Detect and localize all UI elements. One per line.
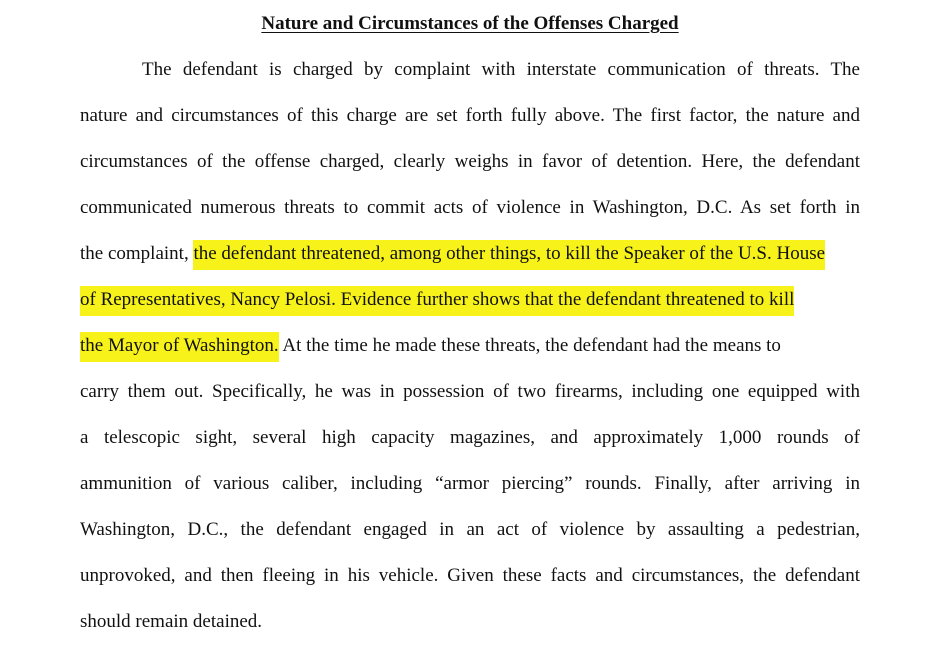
paragraph-line: nature and circumstances of this charge are set forth fully above. The first factor, the nature and	[80, 105, 860, 126]
section-heading: Nature and Circumstances of the Offenses Charged	[261, 13, 679, 34]
paragraph-line: the complaint, the defendant threatened, among other things, to kill the Speaker of the U.S. House	[80, 241, 860, 267]
paragraph-line: Washington, D.C., the defendant engaged in an act of violence by assaulting a pedestrian,	[80, 519, 860, 540]
highlighted-text: of Representatives, Nancy Pelosi. Evidence further shows that the defendant threatened to kill	[80, 286, 794, 316]
paragraph-line: ammunition of various caliber, including “armor piercing” rounds. Finally, after arriving in	[80, 473, 860, 494]
paragraph-line: the Mayor of Washington. At the time he made these threats, the defendant had the means to	[80, 333, 860, 359]
highlighted-text: the Mayor of Washington.	[80, 332, 279, 362]
paragraph-line	[80, 287, 860, 313]
paragraph-line: unprovoked, and then fleeing in his vehicle. Given these facts and circumstances, the defendant	[80, 565, 860, 586]
paragraph-line: The defendant is charged by complaint with interstate communication of threats. The	[142, 59, 860, 80]
paragraph-line: communicated numerous threats to commit acts of violence in Washington, D.C. As set forth in	[80, 197, 860, 218]
highlighted-text: the defendant threatened, among other things, to kill the Speaker of the U.S. House	[193, 240, 825, 270]
paragraph-line: a telescopic sight, several high capacity magazines, and approximately 1,000 rounds of	[80, 427, 860, 448]
paragraph-line: circumstances of the offense charged, clearly weighs in favor of detention. Here, the defendant	[80, 151, 860, 172]
paragraph-line: carry them out. Specifically, he was in possession of two firearms, including one equipped with	[80, 381, 860, 402]
paragraph-line: should remain detained.	[80, 611, 263, 632]
